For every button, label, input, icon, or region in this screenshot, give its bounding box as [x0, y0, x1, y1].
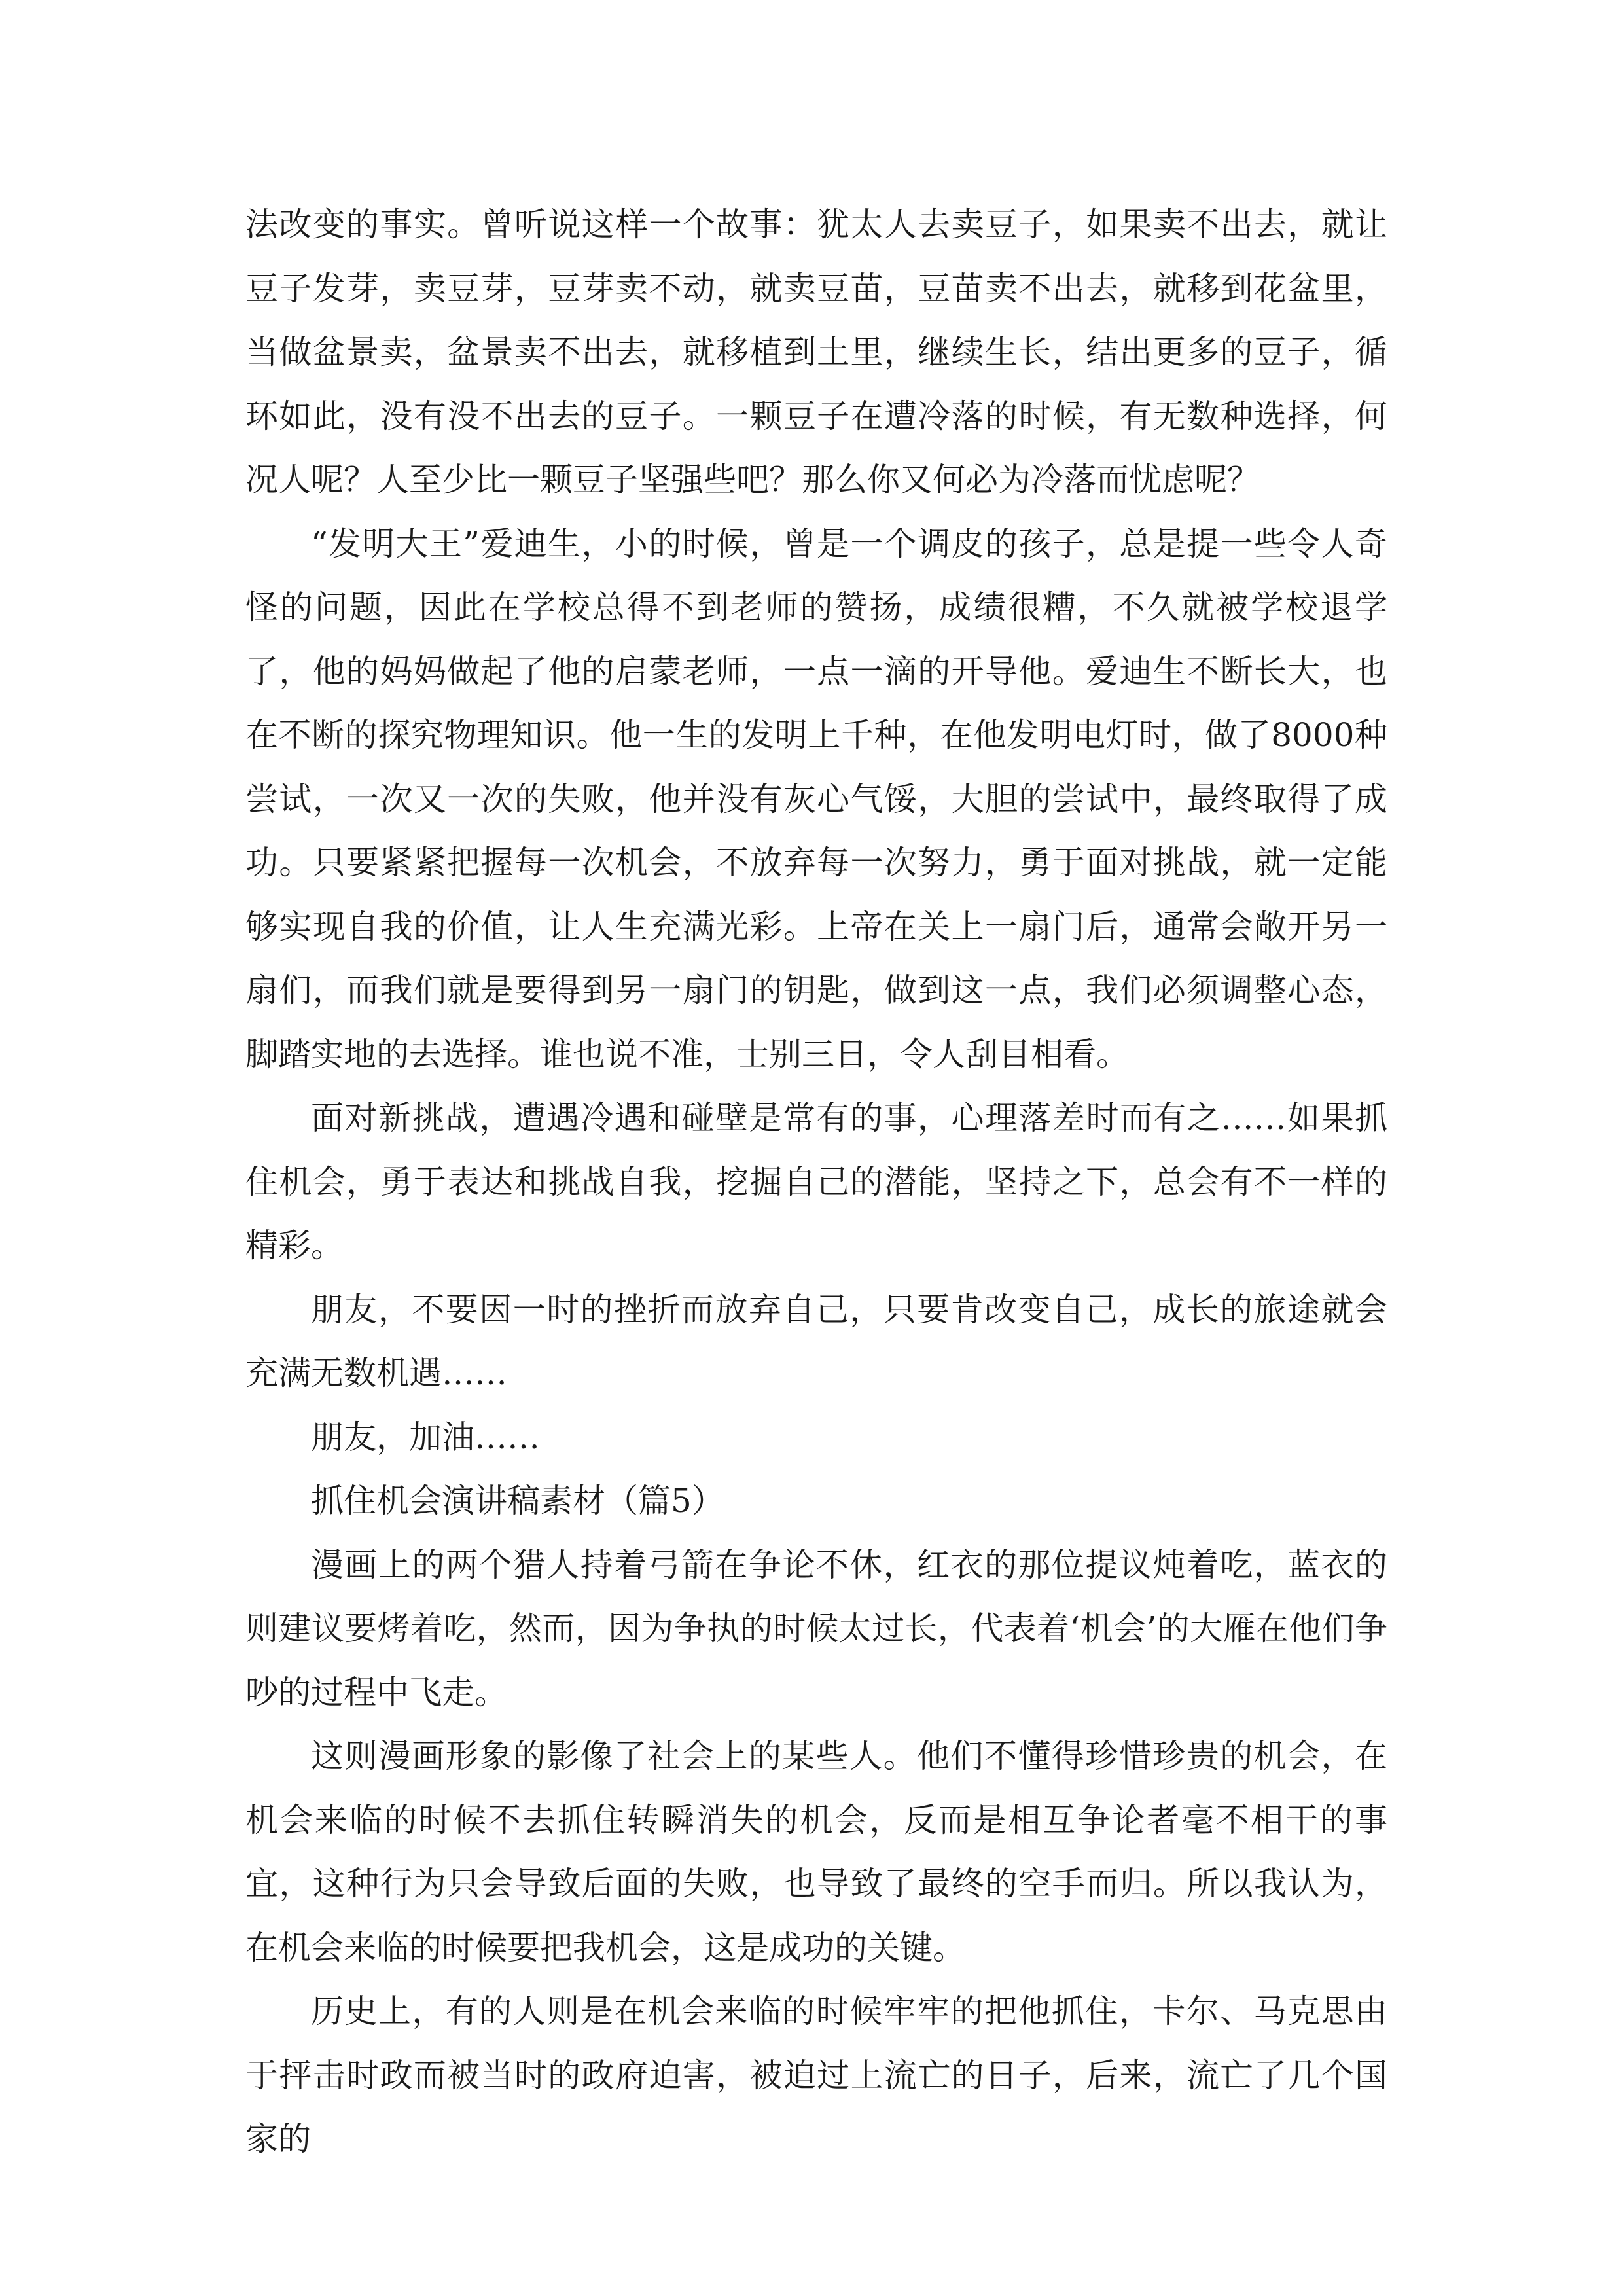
- paragraph: 法改变的事实。曾听说这样一个故事：犹太人去卖豆子，如果卖不出去，就让豆子发芽，卖豆芽，豆芽卖不动，就卖豆苗，豆苗卖不出去，就移到花盆里，当做盆景卖，盆景卖不出去，就移植到土里，继续生长，结出更多的豆子，循环如此，没有没不出去的豆子。一颗豆子在遭冷落的时候，有无数种选择，何况人呢？人至少比一颗豆子坚强些吧？那么你又何必为冷落而忧虑呢？: [245, 206, 1387, 499]
- document-body: [245, 193, 1387, 2172]
- paragraph: 历史上，有的人则是在机会来临的时候牢牢的把他抓住，卡尔、马克思由于抨击时政而被当时的政府迫害，被迫过上流亡的日子，后来，流亡了几个国家的: [245, 1992, 1387, 2158]
- paragraph: 朋友，加油……: [311, 1418, 540, 1456]
- section-heading: 抓住机会演讲稿素材（篇5）: [311, 1482, 724, 1520]
- paragraph: “发明大王”爱迪生，小的时候，曾是一个调皮的孩子，总是提一些令人奇怪的问题，因此在学校总得不到老师的赞扬，成绩很糟，不久就被学校退学了，他的妈妈做起了他的启蒙老师，一点一滴的开导他。爱迪生不断长大，也在不断的探究物理知识。他一生的发明上千种，在他发明电灯时，做了8000种尝试，一次又一次的失败，他并没有灰心气馁，大胆的尝试中，最终取得了成功。只要紧紧把握每一次机会，不放弃每一次努力，勇于面对挑战，就一定能够实现自我的价值，让人生充满光彩。上帝在关上一扇门后，通常会敞开另一扇们，而我们就是要得到另一扇门的钥匙，做到这一点，我们必须调整心态，脚踏实地的去选择。谁也说不准，士别三日，令人刮目相看。: [245, 524, 1387, 1073]
- paragraph: 面对新挑战，遭遇冷遇和碰壁是常有的事，心理落差时而有之……如果抓住机会，勇于表达和挑战自我，挖掘自己的潜能，坚持之下，总会有不一样的精彩。: [245, 1099, 1387, 1265]
- paragraph: 朋友，不要因一时的挫折而放弃自己，只要肯改变自己，成长的旅途就会充满无数机遇……: [245, 1290, 1387, 1392]
- paragraph: 漫画上的两个猎人持着弓箭在争论不休，红衣的那位提议炖着吃，蓝衣的则建议要烤着吃，然而，因为争执的时候太过长，代表着‘机会’的大雁在他们争吵的过程中飞走。: [245, 1545, 1387, 1712]
- paragraph: 这则漫画形象的影像了社会上的某些人。他们不懂得珍惜珍贵的机会，在机会来临的时候不去抓住转瞬消失的机会，反而是相互争论者毫不相干的事宜，这种行为只会导致后面的失败，也导致了最终的空手而归。所以我认为，在机会来临的时候要把我机会，这是成功的关键。: [245, 1737, 1387, 1967]
